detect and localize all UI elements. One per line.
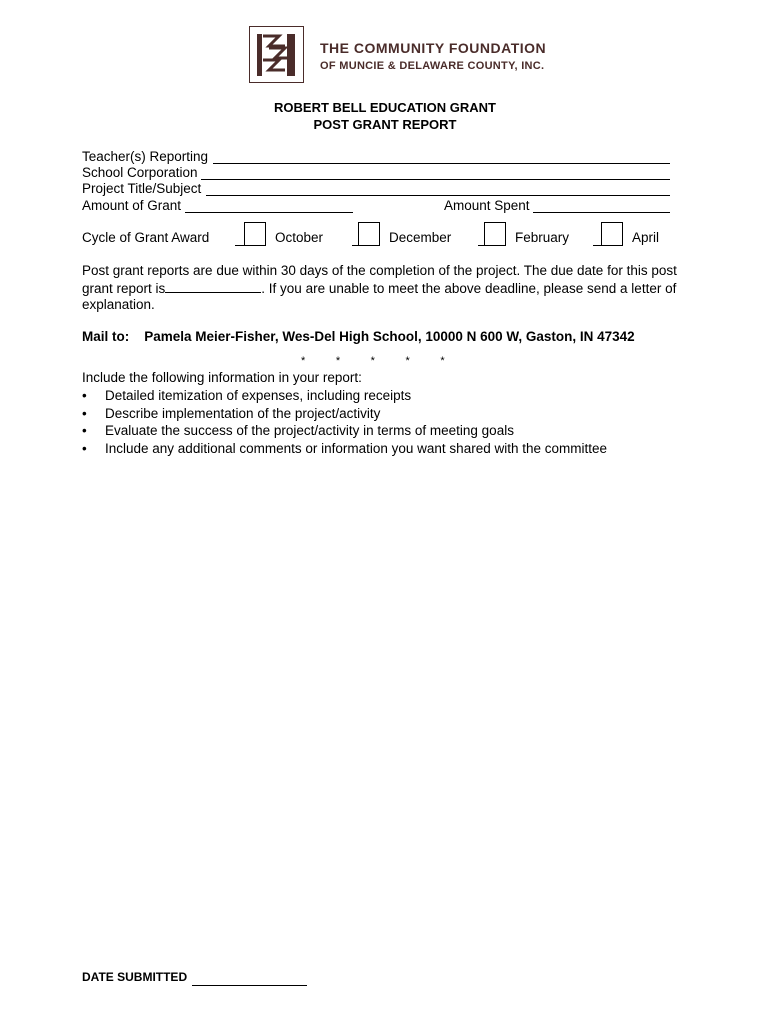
project-label: Project Title/Subject [82,181,202,196]
include-list [82,387,607,457]
include-intro: Include the following information in your report: [82,370,362,385]
due-text-b: . If you are unable to meet the above deadline, please send a letter of [261,280,677,296]
project-field[interactable] [206,195,670,196]
page-subtitle: POST GRANT REPORT [313,117,457,132]
asterisk-separator: * * * * * [301,355,445,367]
cycle-underline [235,245,244,246]
date-submitted-label: DATE SUBMITTED [82,970,188,984]
amount-spent-label: Amount Spent [444,198,530,213]
stacked-s-logo-icon [249,26,304,83]
org-subname: OF MUNCIE & DELAWARE COUNTY, INC. [320,60,545,72]
school-label: School Corporation [82,165,198,180]
list-item: • Include any additional comments or information you want shared with the committee [82,440,607,458]
list-item: • Describe implementation of the project/activity [82,405,607,423]
cycle-label: Cycle of Grant Award [82,230,210,245]
option-october: October [275,230,324,245]
mail-to-line [82,329,635,344]
amount-grant-label: Amount of Grant [82,198,182,213]
mail-to-label: Mail to: [82,329,130,344]
checkbox-october[interactable] [244,222,266,245]
list-item: • Detailed itemization of expenses, including receipts [82,387,607,405]
option-december: December [389,230,452,245]
mail-address: Pamela Meier-Fisher, Wes-Del High School, 10000 N 600 W, Gaston, IN 47342 [144,329,635,344]
checkbox-december[interactable] [358,222,380,245]
teachers-field[interactable] [213,163,670,164]
due-line-2 [82,280,712,298]
checkbox-february[interactable] [484,222,506,245]
due-date-field[interactable] [165,280,261,293]
option-april: April [632,230,660,245]
teachers-label: Teacher(s) Reporting [82,149,209,164]
due-line-1: Post grant reports are due within 30 days of the completion of the project. The due date for this post [82,263,677,278]
checkbox-april[interactable] [601,222,623,245]
date-submitted-field[interactable] [192,985,307,986]
page-title: ROBERT BELL EDUCATION GRANT [274,100,496,115]
school-field[interactable] [201,179,670,180]
due-paragraph [82,263,712,314]
list-item: • Evaluate the success of the project/activity in terms of meeting goals [82,422,607,440]
amount-grant-field[interactable] [185,212,353,213]
due-text-a: grant report is [82,280,166,296]
amount-spent-field[interactable] [533,212,670,213]
cycle-underline [593,245,601,246]
option-february: February [515,230,570,245]
org-name: THE COMMUNITY FOUNDATION [320,40,547,56]
due-line-3: explanation. [82,297,155,312]
